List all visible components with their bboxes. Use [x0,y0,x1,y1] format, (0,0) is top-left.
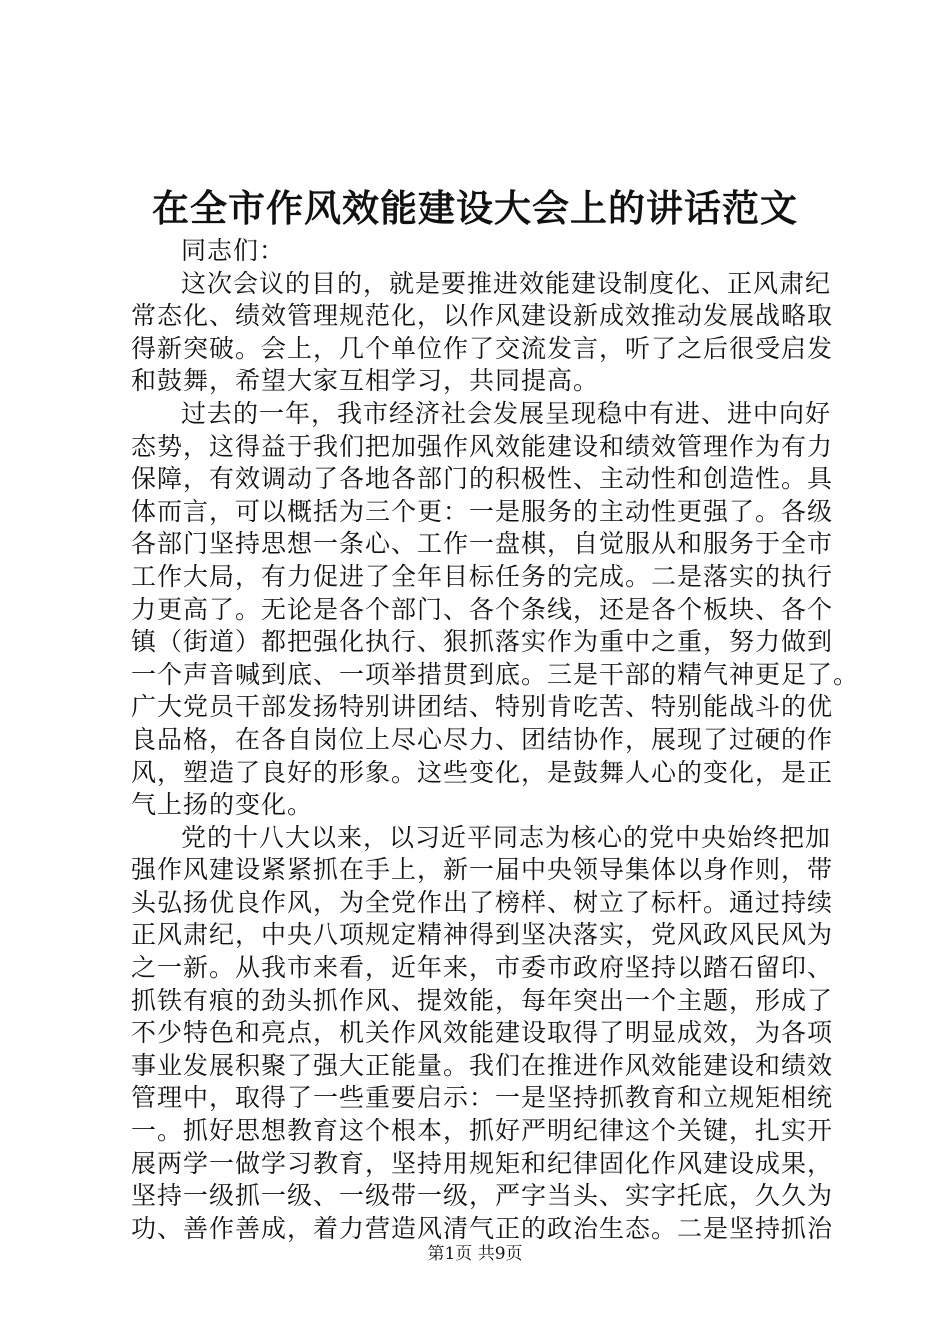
paragraph-line: 管理中，取得了一些重要启示：一是坚持抓教育和立规矩相统 [131,1083,834,1113]
paragraph-line: 常态化、绩效管理规范化，以作风建设新成效推动发展战略取 [131,301,834,331]
paragraph-line: 不少特色和亮点，机关作风效能建设取得了明显成效，为各项 [131,1018,834,1048]
paragraph-line: 广大党员干部发扬特别讲团结、特别肯吃苦、特别能战斗的优 [131,692,834,722]
document-title: 在全市作风效能建设大会上的讲话范文 [152,186,798,230]
paragraph-line: 保障，有效调动了各地各部门的积极性、主动性和创造性。具 [131,464,834,494]
paragraph-line: 党的十八大以来，以习近平同志为核心的党中央始终把加 [181,822,832,852]
paragraph-line: 得新突破。会上，几个单位作了交流发言，听了之后很受启发 [131,333,834,363]
paragraph-line: 工作大局，有力促进了全年目标任务的完成。二是落实的执行 [131,561,834,591]
page-number-footer: 第1页 共9页 [427,1244,523,1264]
paragraph-line: 正风肃纪，中央八项规定精神得到坚决落实，党风政风民风为 [131,920,834,950]
paragraph-line: 良品格，在各自岗位上尽心尽力、团结协作，展现了过硬的作 [131,724,834,754]
paragraph-line: 功、善作善成，着力营造风清气正的政治生态。二是坚持抓治 [131,1213,834,1243]
paragraph-line: 强作风建设紧紧抓在手上，新一届中央领导集体以身作则，带 [131,855,834,885]
paragraph-line: 坚持一级抓一级、一级带一级，严字当头、实字托底，久久为 [131,1181,834,1211]
paragraph-line: 一。抓好思想教育这个根本，抓好严明纪律这个关键，扎实开 [131,1116,834,1146]
paragraph-line: 和鼓舞，希望大家互相学习，共同提高。 [131,366,600,396]
paragraph-line: 头弘扬优良作风，为全党作出了榜样、树立了标杆。通过持续 [131,887,834,917]
paragraph-line: 态势，这得益于我们把加强作风效能建设和绩效管理作为有力 [131,431,834,461]
paragraph-line: 镇（街道）都把强化执行、狠抓落实作为重中之重，努力做到 [131,627,834,657]
paragraph-line: 事业发展积聚了强大正能量。我们在推进作风效能建设和绩效 [131,1050,834,1080]
paragraph-line: 过去的一年，我市经济社会发展呈现稳中有进、进中向好 [181,398,832,428]
paragraph-line: 各部门坚持思想一条心、工作一盘棋，自觉服从和服务于全市 [131,529,834,559]
paragraph-line: 之一新。从我市来看，近年来，市委市政府坚持以踏石留印、 [131,953,834,983]
paragraph-line: 气上扬的变化。 [131,790,314,820]
paragraph-line: 一个声音喊到底、一项举措贯到底。三是干部的精气神更足了。 [131,659,860,689]
paragraph-line: 力更高了。无论是各个部门、各个条线，还是各个板块、各个 [131,594,834,624]
salutation-line: 同志们： [181,236,286,265]
paragraph-line: 风，塑造了良好的形象。这些变化，是鼓舞人心的变化，是正 [131,757,834,787]
paragraph-line: 体而言，可以概括为三个更：一是服务的主动性更强了。各级 [131,496,834,526]
paragraph-line: 展两学一做学习教育，坚持用规矩和纪律固化作风建设成果， [131,1148,834,1178]
document-body [131,235,860,1245]
paragraph-line: 这次会议的目的，就是要推进效能建设制度化、正风肃纪 [181,268,832,298]
paragraph-line: 抓铁有痕的劲头抓作风、提效能，每年突出一个主题，形成了 [131,985,834,1015]
